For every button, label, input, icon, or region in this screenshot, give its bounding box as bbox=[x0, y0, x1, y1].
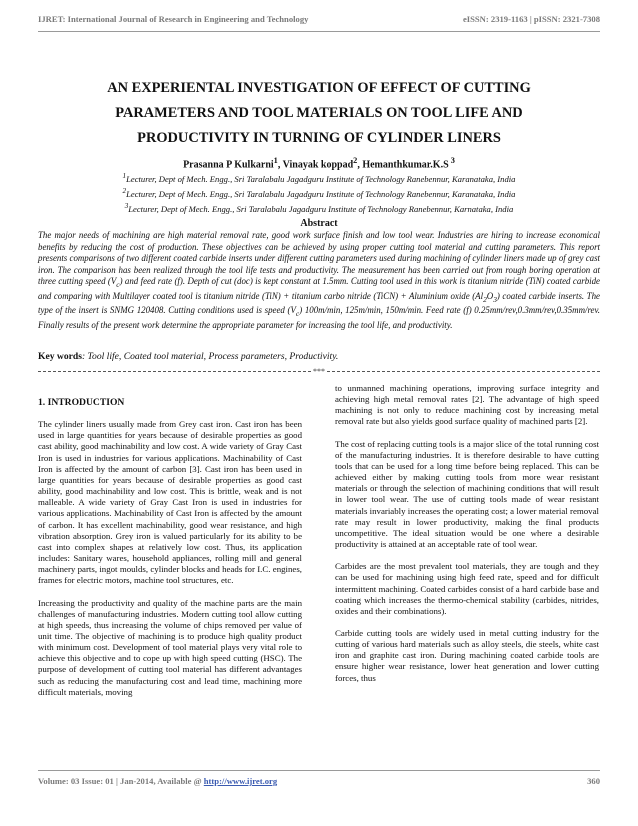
paragraph: The cylinder liners usually made from Grey cast iron. Cast iron has been used in large quantities for years because of desirable properties as good cast ability, good machinability and low cost. A wide variety of Gray Cast Iron is used in industries for various applications. Machinability of Cast Iron is affected by the amount of carbon [3]. Cast iron has been used in large quantities for years because of desirable properties as good cast ability, good machinability and low cost. This is brittle, weak and is not malleable. A wide variety of Gray Cast Iron is used in industries for various applications. Machinability of Cast Iron is affected by the amount of carbon. It has excellent machinability, good wear resistance, and high vibration absorption. Grey iron is valued particularly for its ability to be cast into complex shapes at relatively low cost. Thus, its application includes: Sanitary wares, household appliances, rolling mill and general machinery parts, ingot moulds, cylinder blocks and heads for I.C. engines, frames for electric motors, machine tool structures, etc. bbox=[38, 419, 302, 586]
title-line: PARAMETERS AND TOOL MATERIALS ON TOOL LIFE AND bbox=[115, 105, 523, 121]
journal-name: IJRET: International Journal of Research in Engineering and Technology bbox=[38, 14, 309, 24]
affiliation bbox=[40, 170, 598, 185]
issn-label: eISSN: 2319-1163 | pISSN: 2321-7308 bbox=[462, 14, 600, 24]
footer-rule bbox=[38, 770, 600, 771]
affil-text: Lecturer, Dept of Mech. Engg., Sri Taralabalu Jagadguru Institute of Technology Ranebennur, Karanataka, India bbox=[126, 188, 516, 199]
abstract-text: ) and feed rate (f). Depth of cut (doc) is kept constant at 1.5mm. Cutting tool used in this work is titanium nitride (TiN) coated carbide and comparing with Multilayer coated tool is titanium nitride (TiN) + titanium carbo nitride (TiCN) + Aluminium oxide (Al bbox=[38, 276, 600, 301]
page-number: 360 bbox=[587, 776, 600, 786]
left-column bbox=[38, 383, 302, 709]
affil-text: Lecturer, Dept of Mech. Engg., Sri Taralabalu Jagadguru Institute of Technology Ranebennur, Karanataka, India bbox=[126, 173, 516, 184]
section-heading: 1. INTRODUCTION bbox=[38, 397, 125, 408]
header-rule bbox=[38, 31, 600, 32]
abstract-subscript: 2 bbox=[483, 294, 487, 304]
abstract-text: ) coated carbide inserts. The type of the insert is SNMG 120408. Cutting conditions used is speed (V bbox=[38, 290, 600, 316]
abstract-subscript: c bbox=[295, 308, 300, 318]
divider-dash bbox=[38, 371, 311, 372]
author-list bbox=[40, 156, 598, 170]
abstract-text: The major needs of machining are high material removal rate, good work surface finish and low tool wear. Industries are hiring to increase economical benefits by reducing the cost of production. These objectives can be achieved by using proper cutting tool material and cutting parameters. This report presents comparisons of two different coated carbide inserts under different cutting parameters used during machining of cylinder liners made up of grey cast iron. The comparison has been realized through the tool life tests and productivity. The measurement has been carried out from rough boring operation at three cutting speed (V bbox=[38, 230, 600, 287]
affil-mark: 2 bbox=[122, 187, 127, 196]
volume-info: Volume: 03 Issue: 01 | Jan-2014, Available @ bbox=[38, 776, 204, 786]
abstract-subscript: 3 bbox=[493, 294, 497, 304]
affil-mark: 1 bbox=[122, 172, 127, 180]
footer-left bbox=[38, 776, 277, 786]
title-line: AN EXPERIENTAL INVESTIGATION OF EFFECT OF CUTTING bbox=[107, 80, 531, 96]
paragraph: Carbides are the most prevalent tool materials, they are tough and they can be used for machining using high feed rate, speed and for difficult intermittent machining. Coated carbides consist of a hard carbide base and coating which increases the thermo-chemical stability (carbides, nitrides, oxides and their combinations). bbox=[335, 561, 599, 616]
divider-dash bbox=[327, 371, 600, 372]
keywords bbox=[38, 351, 600, 362]
abstract-text: O bbox=[486, 290, 494, 301]
abstract-text: ) 100m/min, 125m/min, 150m/min. Feed rate (f) 0.25mm/rev,0.3mm/rev,0.35mm/rev. Finally results of the present work determine the appropriate parameter for increasing the tool life, and productivity. bbox=[38, 305, 600, 330]
affil-text: Lecturer, Dept of Mech. Engg., Sri Taralabalu Jagadguru Institute of Technology Ranebennur, Karnataka, India bbox=[128, 203, 514, 214]
paragraph: Increasing the productivity and quality of the machine parts are the main challenges of manufacturing industries. Modern cutting tool allow cutting at high speeds, thus increasing the volume of chips removed per value of unit time. The objective of machining is to produce high quality product with minimum cost. Development of tool material plays very vital role to achieve this objective and to cope up with high speed cutting (HSC). The purpose of development of cutting tool material has different advantages such as reducing the manufacturing cost and lead time, machining more difficult materials, moving bbox=[38, 597, 302, 697]
affil-mark: 3 bbox=[124, 202, 129, 211]
page-footer bbox=[38, 776, 600, 786]
author-name: Vinayak koppad bbox=[282, 159, 354, 171]
author-separator: , bbox=[357, 159, 363, 171]
divider-stars: *** bbox=[313, 366, 325, 376]
paragraph: Carbide cutting tools are widely used in metal cutting industry for the cutting of various hard materials such as alloy steels, die steels, white cast iron and graphite cast iron. During machining coated carbide tools are ensure higher wear resistance, lower heat generation and lower cutting forces, thus bbox=[335, 627, 599, 683]
abstract-body bbox=[38, 230, 600, 331]
right-column bbox=[335, 383, 599, 695]
paper-title bbox=[40, 76, 598, 151]
author-name: Prasanna P Kulkarni bbox=[183, 159, 274, 171]
abstract-heading: Abstract bbox=[300, 218, 338, 229]
paragraph: to unmanned machining operations, improving surface integrity and achieving high metal removal rates [2]. The advantage of high speed machining is not only to reduce machining cost by increasing metal removal rate but also yields good surface quality of machined parts [2]. bbox=[335, 383, 599, 427]
title-line: PRODUCTIVITY IN TURNING OF CYLINDER LINERS bbox=[137, 130, 501, 146]
running-header bbox=[38, 14, 600, 24]
author-affil-mark: 2 bbox=[353, 156, 358, 165]
journal-link[interactable]: http://www.ijret.org bbox=[203, 776, 278, 786]
keywords-label: Key words bbox=[38, 351, 82, 362]
author-affil-mark: 1 bbox=[273, 156, 278, 165]
affiliation bbox=[40, 200, 598, 215]
keywords-text: : Tool life, Coated tool material, Process parameters, Productivity. bbox=[81, 351, 339, 362]
section-divider bbox=[38, 367, 600, 375]
author-separator: , bbox=[277, 159, 283, 171]
author-name: Hemanthkumar.K.S bbox=[362, 159, 449, 171]
affiliation-list bbox=[40, 170, 598, 215]
paragraph: The cost of replacing cutting tools is a major slice of the total running cost of the manufacturing industries. It is therefore desirable to have cutting tools that can be used for a long time before being replaced. This can be achieved either by making cutting tools from more wear resistant materials or through the selection of machining conditions that will result in lower tool wear. The use of cutting tools made of wear resistant materials invariably increases the operating cost; a lower material removal rate may result in lower productivity, making the final products uncompetitive. The ideal situation would be one where a desirable productivity is attained at an acceptable rate of tool wear. bbox=[335, 438, 599, 550]
affiliation bbox=[40, 185, 598, 200]
author-affil-mark: 3 bbox=[448, 156, 455, 165]
abstract-subscript: c bbox=[116, 280, 120, 290]
